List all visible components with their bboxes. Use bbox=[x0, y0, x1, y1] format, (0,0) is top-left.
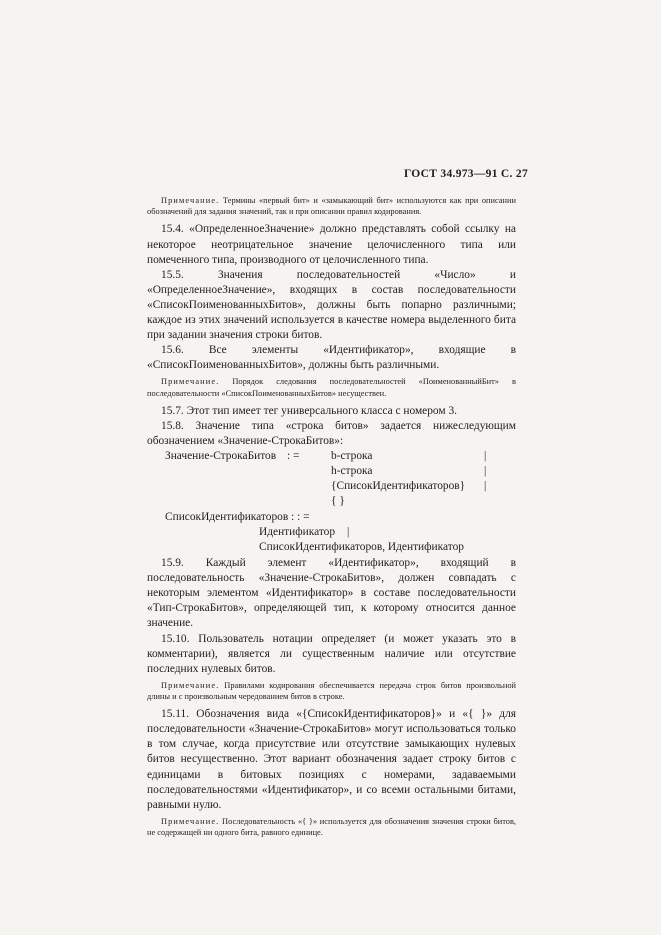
paragraph-15-11: 15.11. Обозначения вида «{СписокИдентификаторов}» и «{ }» для последовательности «Значение-СтрокаБитов» могут использоваться только в том случае, когда присутствие или отсутствие замыкающих нулевых битов несущественно. Этот вариант обозначения задает строку битов с единицами в битовых позициях с номерами, задаваемыми последовательностями «Идентификатор», и со всеми остальными битами, равными нулю. bbox=[147, 708, 516, 811]
paragraph-15-8: 15.8. Значение типа «строка битов» задается нижеследующим обозначением «Значение-СтрокаБитов»: bbox=[147, 419, 516, 447]
note-lead: Примечание. bbox=[161, 680, 220, 690]
grammar-alt-identifier-list: {СписокИдентификаторов} bbox=[331, 480, 466, 493]
paragraph-15-9: 15.9. Каждый элемент «Идентификатор», входящий в последовательность «Значение-СтрокаБитов», должен совпадать с некоторым элементом «Идентификатор» в составе последовательности «Тип-СтрокаБитов», определяющей тип, к которому относится данное значение. bbox=[147, 557, 516, 630]
note-order bbox=[147, 376, 516, 398]
grammar-bitstring-value bbox=[147, 449, 516, 510]
grammar-bar: | bbox=[484, 480, 487, 493]
note-empty-set bbox=[147, 816, 516, 838]
grammar-identifier-list bbox=[147, 510, 516, 556]
grammar-alt-identifier: Идентификатор bbox=[259, 526, 336, 539]
paragraph-15-10: 15.10. Пользователь нотации определяет (и может указать это в комментарии), является ли существенным наличие или отсутствие последних нулевых битов. bbox=[147, 632, 516, 675]
page-header: ГОСТ 34.973—91 С. 27 bbox=[403, 168, 528, 180]
grammar-alt-bstring: b-строка bbox=[331, 450, 373, 463]
paragraph-15-5: 15.5. Значения последовательностей «Число» и «ОпределенноеЗначение», входящих в состав последовательности «СписокПоименованныхБитов», должны быть попарно различными; каждое из этих значений используется в качестве номера выделенного бита при задании значения строки битов. bbox=[147, 268, 516, 342]
document-body bbox=[147, 192, 516, 843]
paragraph-15-4: 15.4. «ОпределенноеЗначение» должно представлять собой ссылку на некоторое неотрицательное значение целочисленного типа или помеченного типа, производного от целочисленного типа. bbox=[147, 223, 516, 266]
note-lead: Примечание. bbox=[161, 196, 220, 205]
note-text: Порядок следования последовательностей «ПоименованныйБит» в последовательности «СписокПоименованныхБитов» несуществен. bbox=[147, 377, 516, 398]
grammar-bar: | bbox=[484, 450, 487, 463]
grammar-alt-list-identifier: СписокИдентификаторов, Идентификатор bbox=[259, 541, 464, 554]
paragraph-15-6: 15.6. Все элементы «Идентификатор», входящие в «СписокПоименованныхБитов», должны быть различными. bbox=[147, 344, 516, 372]
grammar-alt-hstring: h-строка bbox=[331, 465, 373, 478]
grammar-lhs: Значение-СтрокаБитов bbox=[165, 450, 277, 463]
paragraph-15-7: 15.7. Этот тип имеет тег универсального класса с номером 3. bbox=[161, 404, 458, 417]
note-lead: Примечание. bbox=[161, 377, 220, 387]
grammar-operator: : = bbox=[287, 450, 300, 463]
note-terms bbox=[147, 195, 516, 217]
grammar-bar: | bbox=[484, 465, 487, 478]
note-text: Последовательность «{ }» используется для обозначения значения строки битов, не содержащей ни одного бита, равного единице. bbox=[147, 816, 516, 838]
grammar-lhs: СписокИдентификаторов : : = bbox=[165, 511, 310, 524]
note-text: Правилами кодирования обеспечивается передача строк битов произвольной длины и с произвольным чередованием битов в строке. bbox=[147, 680, 516, 701]
note-coding-rules bbox=[147, 680, 516, 702]
note-lead: Примечание. bbox=[161, 816, 220, 826]
grammar-alt-empty: { } bbox=[331, 495, 345, 508]
note-text: Термины «первый бит» и «замыкающий бит» используются как при описании обозначений для задания значений, так и при описании правил кодирования. bbox=[147, 196, 516, 217]
grammar-bar: | bbox=[347, 526, 350, 539]
